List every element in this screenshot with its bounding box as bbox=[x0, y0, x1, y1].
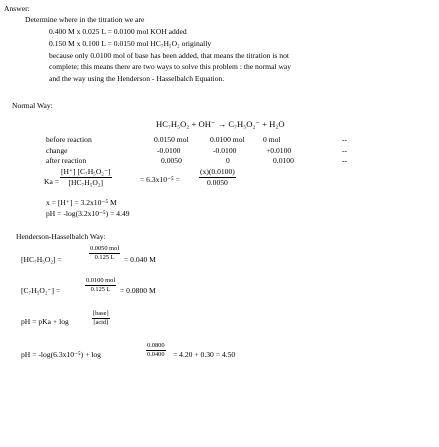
ka-substitution-numerator: (x)(0.0100) bbox=[200, 167, 235, 176]
table-cell: 0.0100 bbox=[273, 156, 294, 165]
table-cell: -- bbox=[342, 146, 348, 155]
table-cell: 0 mol bbox=[263, 135, 281, 144]
base-numerator: 0.0100 mol bbox=[85, 278, 116, 286]
ka-substitution bbox=[199, 168, 236, 186]
table-cell: -- bbox=[342, 135, 348, 144]
acid-denominator: 0.125 L bbox=[94, 254, 115, 262]
ka-fraction bbox=[60, 168, 112, 186]
base-label: [C₇H₅O₂⁻] = bbox=[21, 286, 61, 295]
ka-denominator: [HC₇H₅O₂] bbox=[68, 177, 104, 187]
row-label: change bbox=[46, 146, 68, 155]
table-cell: 0.0050 bbox=[161, 156, 182, 165]
row-label: before reaction bbox=[46, 135, 92, 144]
acid-fraction bbox=[89, 246, 120, 262]
ka-value: = 6.3x10⁻⁵ = bbox=[140, 175, 180, 184]
acid-value: = 0.040 M bbox=[124, 255, 156, 264]
normal-way-heading: Normal Way: bbox=[12, 101, 53, 110]
hh-numerator: [base] bbox=[92, 311, 110, 319]
acid-calculation: 0.150 M x 0.100 L = 0.0150 mol HC₇H₅O₂ originally bbox=[49, 39, 212, 48]
final-denominator: 0.0400 bbox=[147, 351, 165, 359]
x-result: x = [H⁺] = 3.2x10⁻⁵ M bbox=[46, 198, 117, 207]
step-title: Determine where in the titration we are bbox=[25, 15, 145, 24]
koh-calculation: 0.400 M x 0.025 L = 0.0100 mol KOH added bbox=[49, 27, 187, 36]
final-value: = 4.20 + 0.30 = 4.50 bbox=[173, 350, 236, 359]
base-fraction bbox=[85, 278, 116, 294]
answer-label: Answer: bbox=[4, 4, 30, 13]
acid-label: [HC₇H₅O₂] = bbox=[21, 255, 62, 264]
base-denominator: 0.125 L bbox=[90, 286, 111, 294]
table-cell: 0 bbox=[226, 156, 230, 165]
table-cell: -0.0100 bbox=[213, 146, 237, 155]
final-numerator: 0.0800 bbox=[146, 343, 166, 351]
acid-numerator: 0.0050 mol bbox=[89, 246, 120, 254]
ka-label: Ka = bbox=[44, 177, 60, 186]
hh-label: pH = pKa + log bbox=[21, 317, 69, 326]
row-label: after reaction bbox=[46, 156, 87, 165]
table-cell: -- bbox=[342, 156, 348, 165]
table-cell: 0.0100 mol bbox=[210, 135, 245, 144]
base-value: = 0.0800 M bbox=[120, 286, 156, 295]
hh-denominator: [acid] bbox=[93, 319, 109, 327]
table-cell: +0.0100 bbox=[266, 146, 292, 155]
reaction-equation: HC₇H₅O₂ + OH⁻ → C₇H₅O₂⁻ + H₂O bbox=[156, 119, 285, 129]
explanation-line-2: complete; this means there are two ways to solve this problem : the normal way bbox=[49, 62, 292, 71]
table-cell: -0.0100 bbox=[157, 146, 181, 155]
table-cell: 0.0150 mol bbox=[154, 135, 189, 144]
hh-heading: Henderson-Hasselbalch Way: bbox=[16, 232, 106, 241]
ph-normal-result: pH = -log(3.2x10⁻⁵) = 4.49 bbox=[46, 209, 130, 218]
final-fraction bbox=[146, 343, 166, 359]
ka-substitution-denominator: 0.0050 bbox=[206, 177, 228, 187]
final-label: pH = -log(6.3x10⁻⁵) + log bbox=[21, 350, 101, 359]
ka-numerator: [H⁺] [C₇H₅O₂⁻] bbox=[61, 167, 111, 176]
hh-fraction bbox=[92, 311, 110, 327]
explanation-line-3: and the way using the Henderson - Hasselbalch Equation. bbox=[49, 74, 225, 83]
explanation-line-1: because only 0.0100 mol of base has been added, that means the titration is not bbox=[49, 51, 289, 60]
